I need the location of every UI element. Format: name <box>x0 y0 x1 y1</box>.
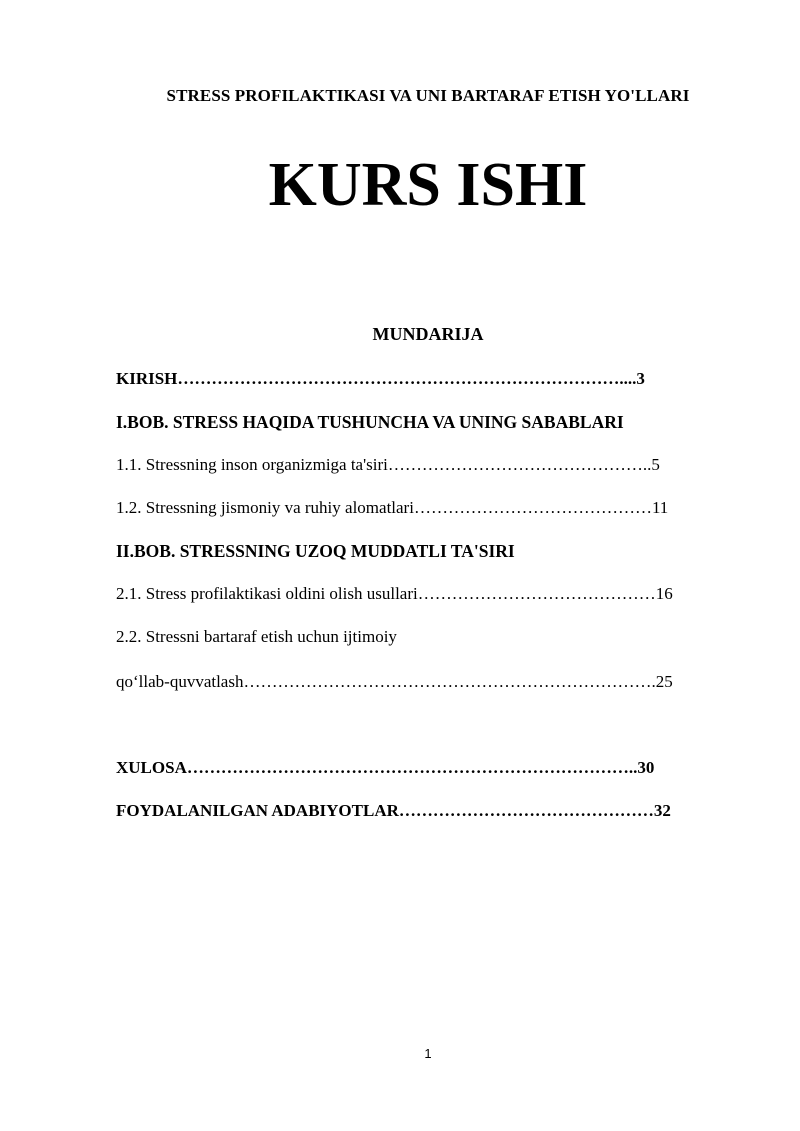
toc-entry-1-1: 1.1. Stressning inson organizmiga ta'siri………………………………………..5 <box>116 455 660 474</box>
toc-entry-2-2-continued: qo‘llab-quvvatlash……………………………………………………………….25 <box>116 672 673 691</box>
page-number: 1 <box>424 1046 432 1061</box>
toc-entry-2-1: 2.1. Stress profilaktikasi oldini olish usullari……………………………………16 <box>116 584 673 603</box>
toc-heading: MUNDARIJA <box>372 324 484 344</box>
toc-entry-references: FOYDALANILGAN ADABIYOTLAR………………………………………32 <box>116 801 671 820</box>
toc-entry-2-2: 2.2. Stressni bartaraf etish uchun ijtimoiy <box>116 627 397 646</box>
subject-title: STRESS PROFILAKTIKASI VA UNI BARTARAF ETISH YO'LLARI <box>166 86 690 105</box>
toc-entry-kirish: KIRISH……………………………………………………………………....3 <box>116 369 645 388</box>
work-title: KURS ISHI <box>268 151 588 219</box>
toc-chapter-2: II.BOB. STRESSNING UZOQ MUDDATLI TA'SIRI <box>116 541 515 561</box>
toc-chapter-1: I.BOB. STRESS HAQIDA TUSHUNCHA VA UNING SABABLARI <box>116 412 624 432</box>
toc-entry-1-2: 1.2. Stressning jismoniy va ruhiy alomatlari……………………………………11 <box>116 498 669 517</box>
toc-entry-xulosa: XULOSA……………………………………………………………………..30 <box>116 758 655 777</box>
